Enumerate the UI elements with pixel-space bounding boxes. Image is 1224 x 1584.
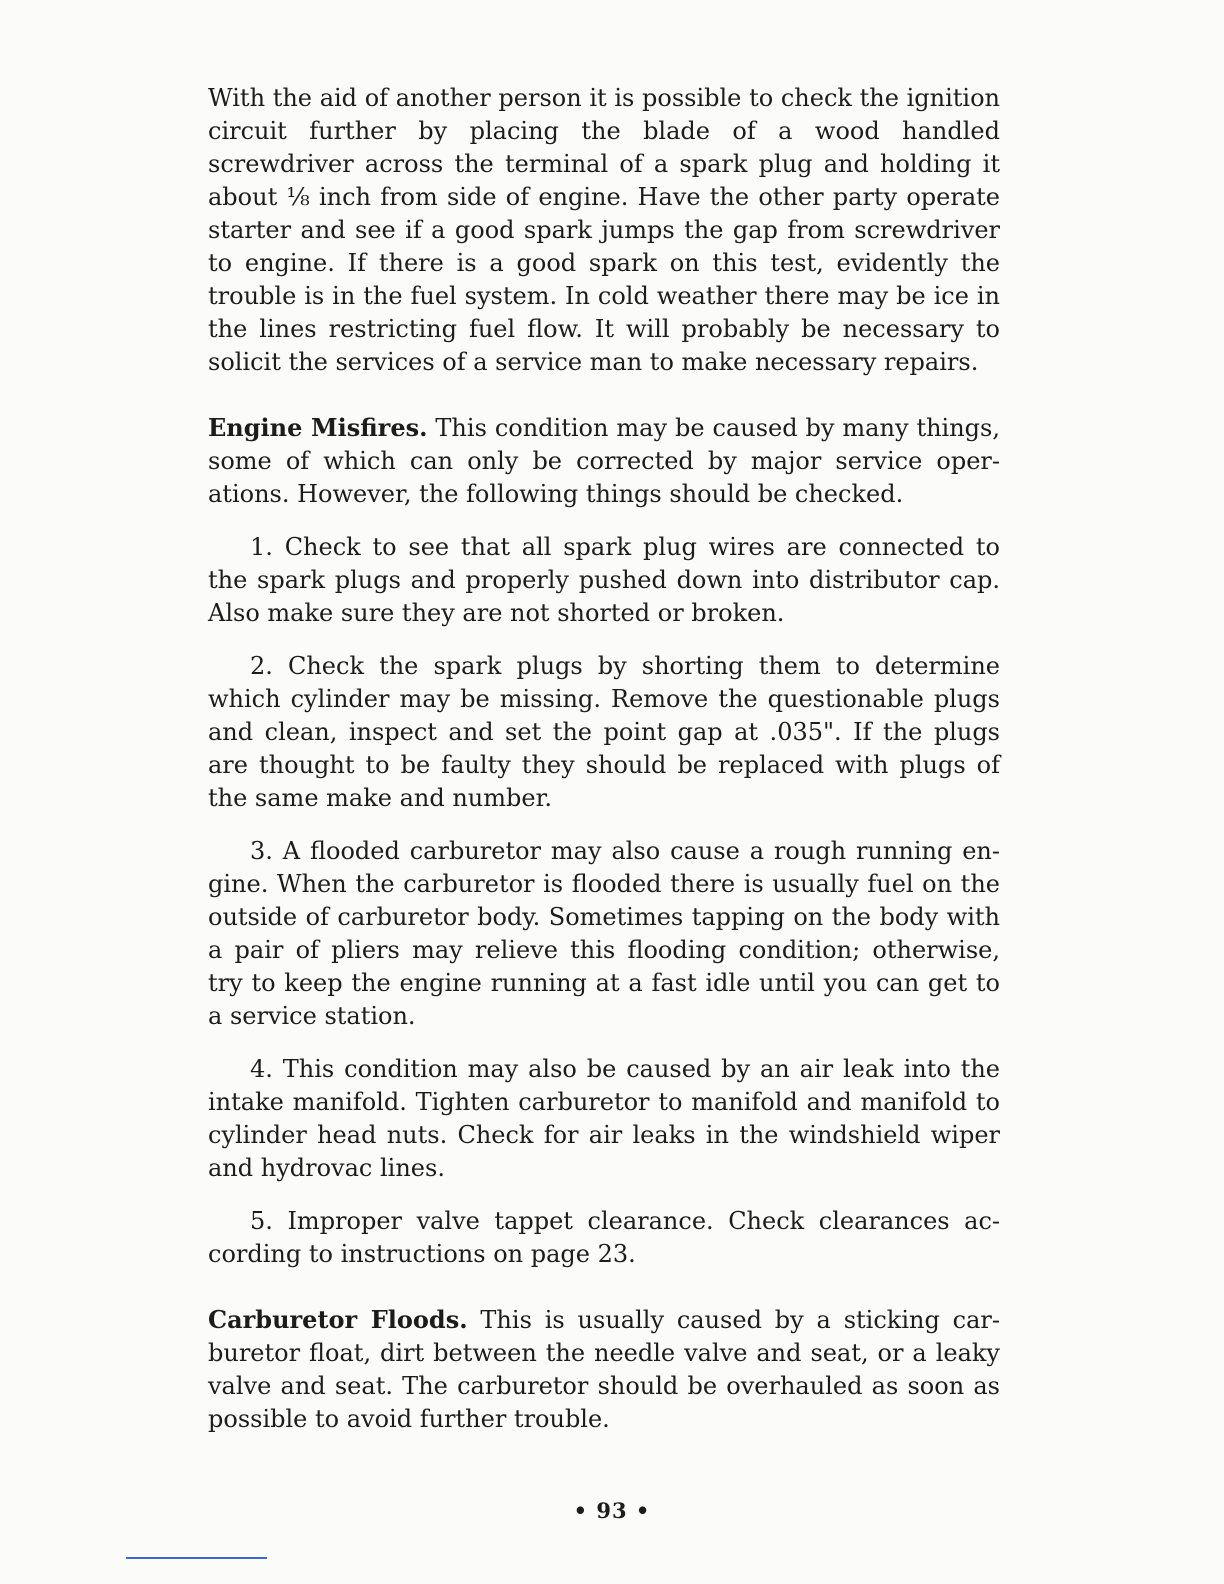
engine-misfires-heading: Engine Misfires.: [208, 413, 428, 442]
carburetor-floods-paragraph: [208, 1303, 1000, 1436]
list-item: 2. Check the spark plugs by shorting them to determine which cylinder may be missing. Remove the questionable plugs and clean, inspect and set the point gap at .035". If the plugs are thought to be faulty they should be replaced with plugs of the same make and number.: [208, 652, 1000, 812]
list-item: 1. Check to see that all spark plug wires are connected to the spark plugs and properly pushed down into distributor cap. Also make sure they are not shorted or broken.: [208, 533, 1000, 627]
engine-misfires-paragraph: [208, 411, 1000, 511]
page-number: • 93 •: [573, 1498, 651, 1523]
engine-misfires-text: This condition may be caused by many things, some of which can only be corrected by major service operations. However, the following things should be checked.: [208, 414, 1000, 508]
carburetor-floods-text: This is usually caused by a sticking carburetor float, dirt between the needle valve and seat, or a leaky valve and seat. The carburetor should be overhauled as soon as possible to avoid further trouble.: [208, 1306, 1000, 1433]
list-item: 3. A flooded carburetor may also cause a rough running engine. When the carburetor is flooded there is usually fuel on the outside of carburetor body. Sometimes tapping on the body with a pair of pliers may relieve this flooding condition; otherwise, try to keep the engine running at a fast idle until you can get to a service station.: [208, 837, 1000, 1030]
list-item: 5. Improper valve tappet clearance. Check clearances according to instructions on page 23.: [208, 1207, 1000, 1268]
carburetor-floods-heading: Carburetor Floods.: [208, 1305, 468, 1334]
footnote-rule: [126, 1557, 267, 1559]
list-item: 4. This condition may also be caused by an air leak into the intake manifold. Tighten carburetor to manifold and manifold to cylinder head nuts. Check for air leaks in the windshield wiper and hydrovac lines.: [208, 1055, 1000, 1182]
page-body: [208, 82, 1000, 1436]
intro-paragraph: With the aid of another person it is possible to check the ignition circuit further by placing the blade of a wood handled screwdriver across the terminal of a spark plug and holding it about ⅛ inch from side of engine. Have the other party operate starter and see if a good spark jumps the gap from screwdriver to engine. If there is a good spark on this test, evidently the trouble is in the fuel system. In cold weather there may be ice in the lines restricting fuel flow. It will probably be necessary to solicit the services of a service man to make necessary repairs.: [208, 84, 1000, 376]
